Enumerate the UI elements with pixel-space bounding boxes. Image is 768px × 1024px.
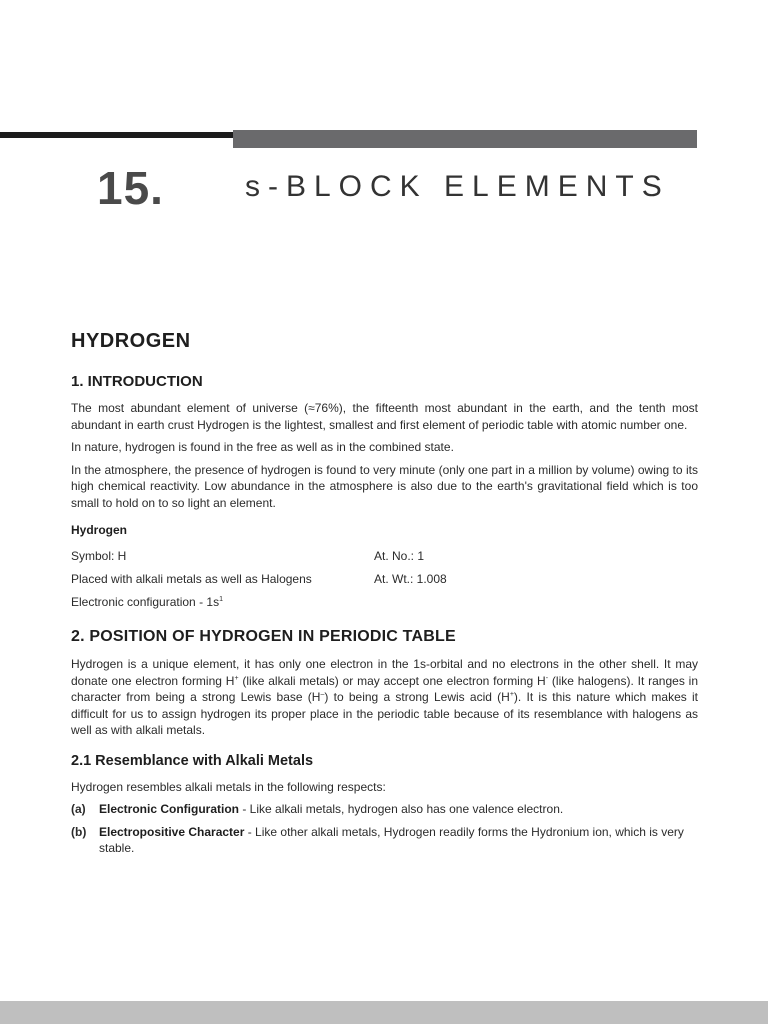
facts-row-2 — [71, 568, 698, 591]
header-rule-grey — [233, 130, 697, 148]
position-sup-1: + — [234, 674, 239, 682]
item-term: Electronic Configuration — [99, 802, 240, 816]
position-text-3: (like halogens). It ranges in character from being a strong Lewis base (H — [71, 673, 698, 704]
footer-bar — [0, 1001, 768, 1024]
intro-paragraph-1: The most abundant element of universe (≈76%), the fifteenth most abundant in the earth, and the tenth most abundant in earth crust Hydrogen is the lightest, smallest and first element of periodic table with atomic number one. — [71, 401, 698, 432]
fact-atomic-number: At. No.: 1 — [374, 549, 425, 563]
config-text: Electronic configuration - 1s — [71, 595, 220, 609]
fact-electronic-configuration — [71, 591, 223, 614]
position-sup-4: + — [509, 691, 514, 698]
chapter-number: 15. — [97, 162, 164, 214]
chapter-title: s-BLOCK ELEMENTS — [245, 170, 670, 203]
intro-paragraph-2: In nature, hydrogen is found in the free as well as in the combined state. — [71, 440, 454, 454]
item-marker: (a) — [71, 802, 86, 816]
position-text-2: (like alkali metals) or may accept one electron forming H — [238, 673, 546, 688]
position-heading: 2. POSITION OF HYDROGEN IN PERIODIC TABLE — [71, 628, 456, 645]
facts-heading: Hydrogen — [71, 523, 128, 537]
position-text-1: Hydrogen is a unique element, it has only one electron in the 1s-orbital and no electrons in the other shell. It may donate one electron forming H — [71, 657, 698, 688]
facts-row-3 — [71, 591, 698, 614]
intro-heading: 1. INTRODUCTION — [71, 373, 203, 390]
position-text-4: ) to being a strong Lewis acid (H — [324, 690, 510, 704]
page-content — [71, 330, 698, 863]
list-item — [71, 801, 698, 818]
config-superscript: 1 — [219, 596, 223, 603]
header-rule-dark — [0, 132, 233, 138]
position-sup-2: - — [545, 674, 549, 682]
item-text: - Like alkali metals, hydrogen also has one valence electron. — [239, 802, 564, 816]
intro-paragraph-3: In the atmosphere, the presence of hydrogen is found to very minute (only one part in a million by volume) owing to its high chemical reactivity. Low abundance in the atmosphere is also due to the earth's gravitational field which is too small to hold on to so light an element. — [71, 462, 698, 510]
position-sup-3: – — [320, 691, 325, 698]
fact-atomic-weight: At. Wt.: 1.008 — [374, 572, 447, 586]
resemblance-lead: Hydrogen resembles alkali metals in the following respects: — [71, 779, 386, 794]
position-text-5: ). It is this nature which makes it difficult for us to assign hydrogen its proper place in the periodic table because of its resemblance with halogens as well as with alkali metals. — [71, 690, 699, 737]
item-term: Electropositive Character — [99, 824, 245, 839]
fact-symbol: Symbol: H — [71, 549, 127, 563]
fact-placement: Placed with alkali metals as well as Halogens — [71, 572, 312, 586]
section-heading: HYDROGEN — [71, 330, 191, 352]
item-text: - Like other alkali metals, Hydrogen readily forms the Hydronium ion, which is very stable. — [99, 824, 684, 855]
position-paragraph — [71, 656, 698, 739]
item-marker: (b) — [71, 824, 87, 839]
resemblance-heading: 2.1 Resemblance with Alkali Metals — [71, 752, 314, 769]
list-item — [71, 824, 698, 857]
facts-row-1 — [71, 545, 698, 568]
